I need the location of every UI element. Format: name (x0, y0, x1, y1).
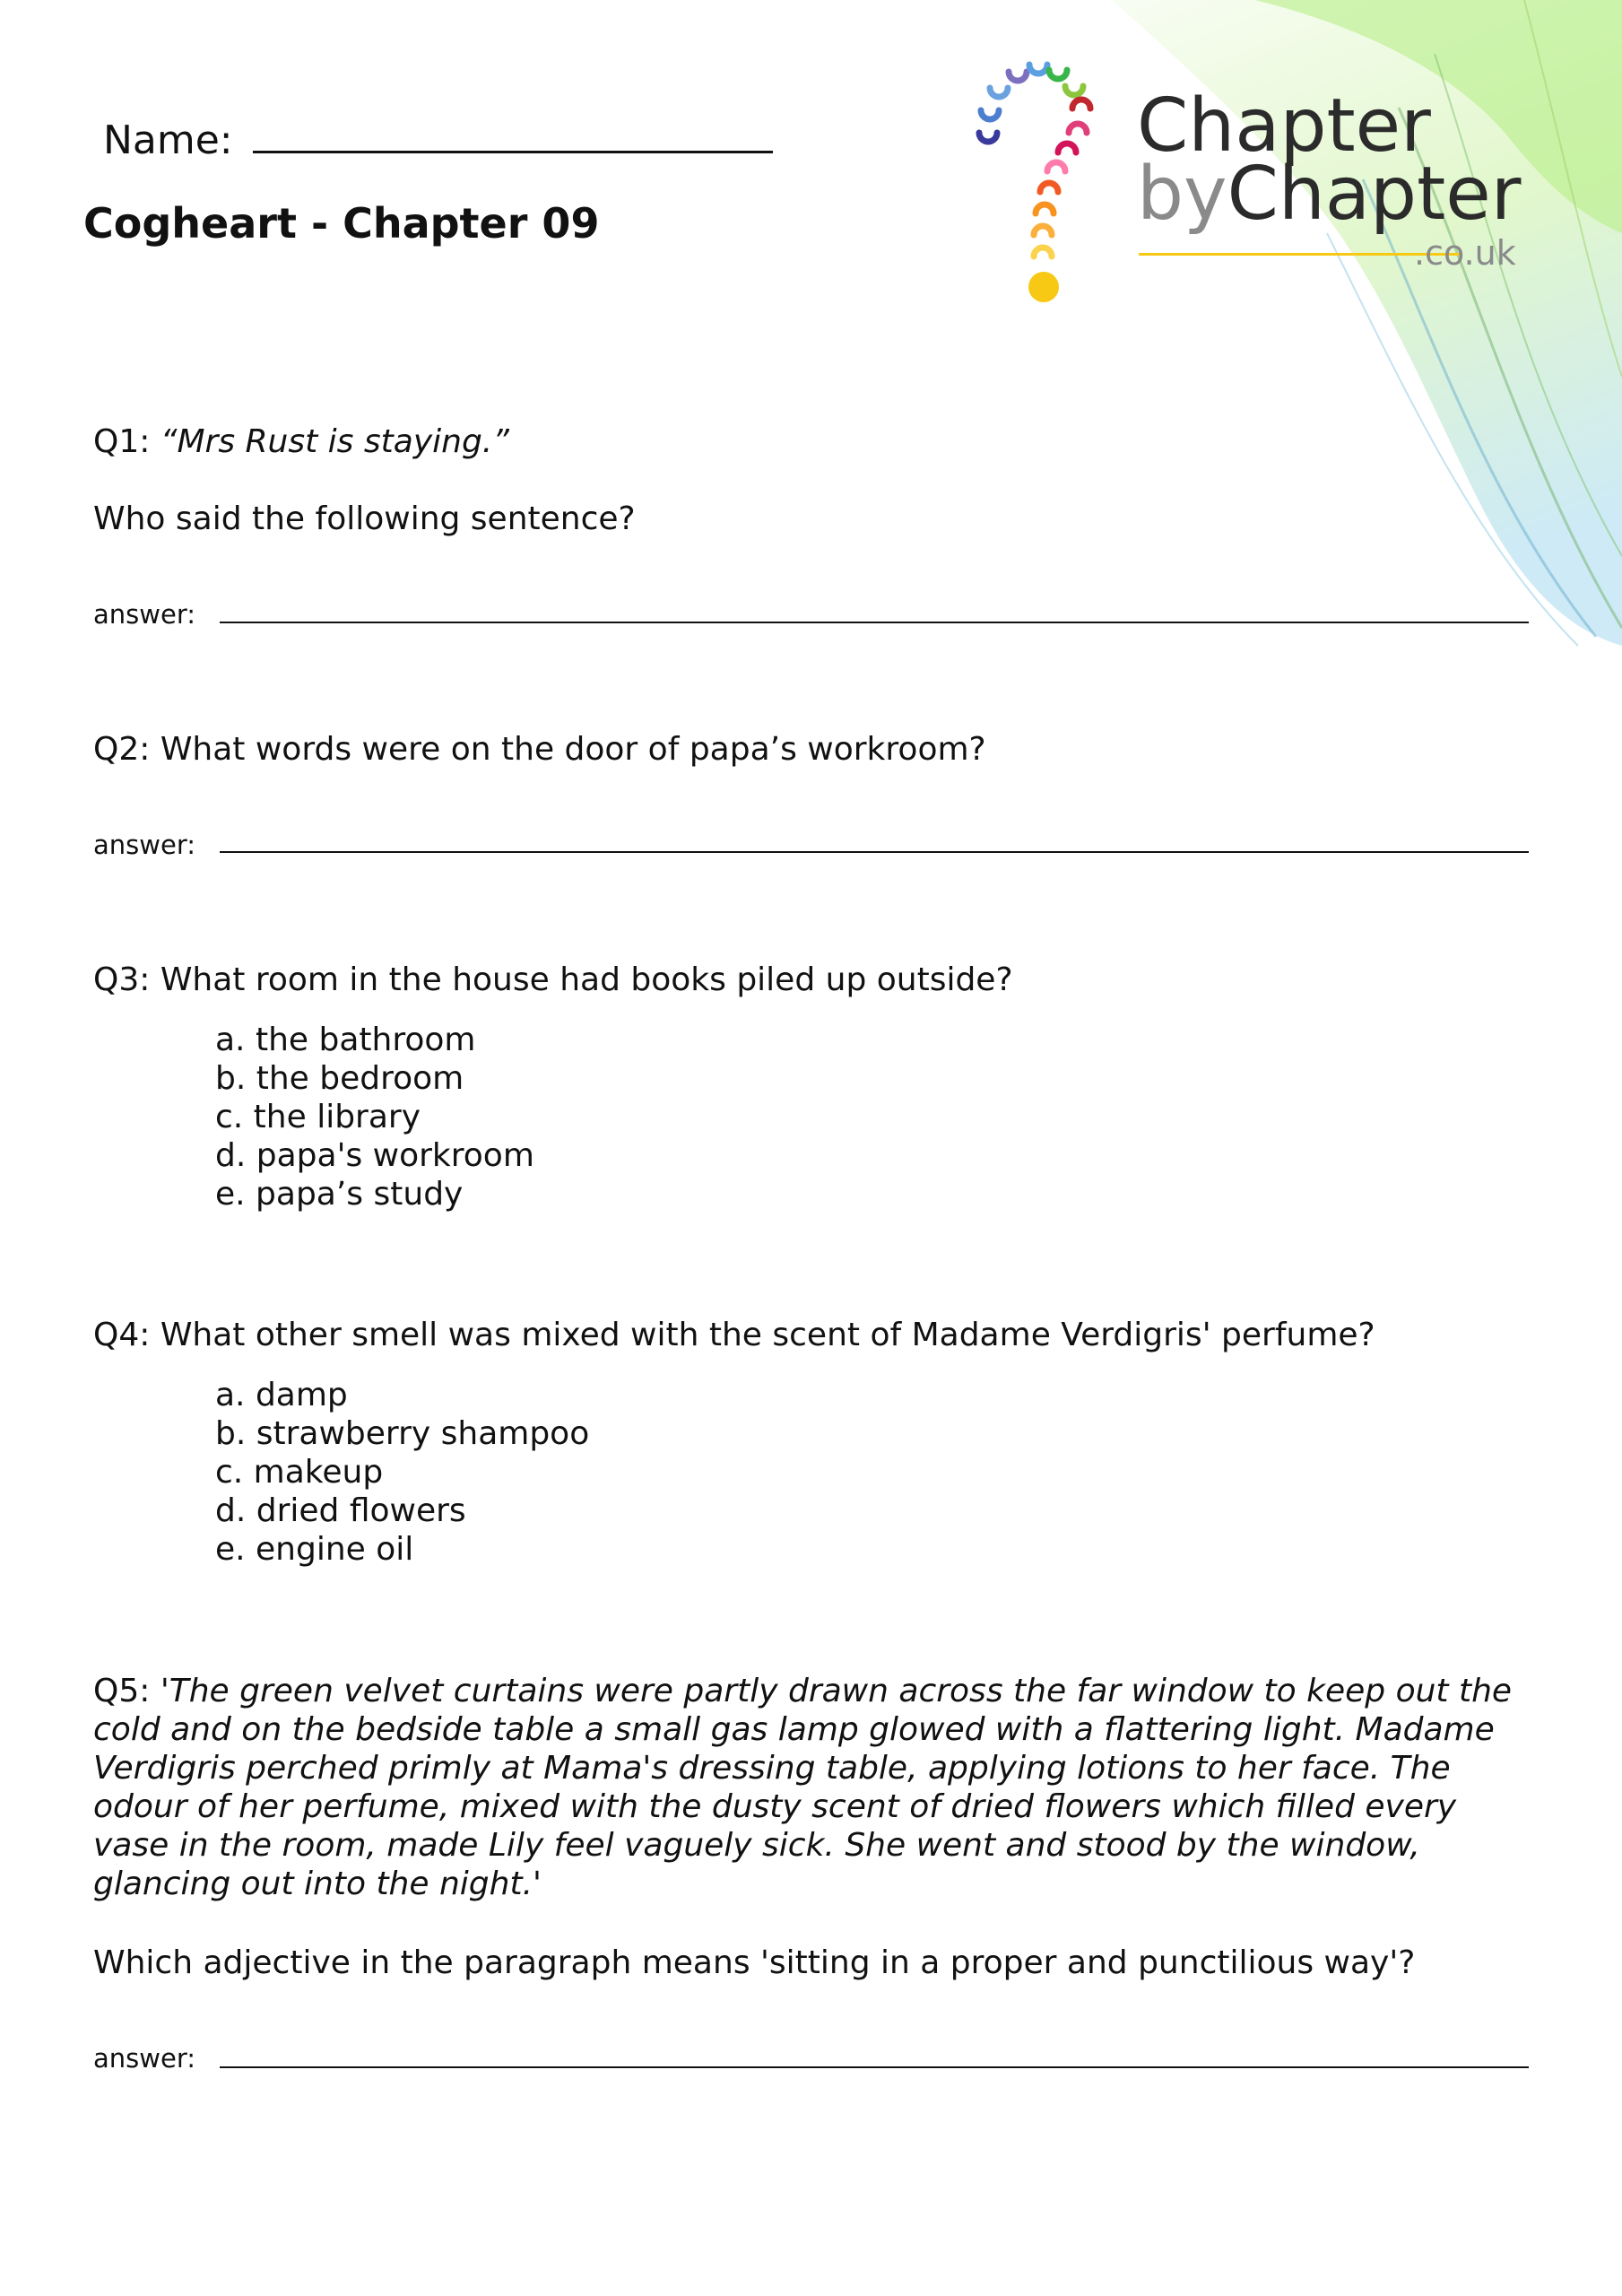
question-5-passage (93, 1672, 1546, 1903)
option-a[interactable]: a. the bathroom (215, 1022, 476, 1058)
name-field-row (103, 115, 773, 163)
option-b[interactable]: b. the bedroom (215, 1060, 464, 1097)
question-1-quote: “Mrs Rust is staying.” (160, 423, 509, 460)
question-5-text: Which adjective in the paragraph means 'sitting in a proper and punctilious way'? (93, 1944, 1416, 1981)
option-c[interactable]: c. makeup (215, 1454, 384, 1491)
worksheet-title: Cogheart - Chapter 09 (83, 199, 600, 248)
chapter-by-chapter-logo (968, 52, 1542, 312)
option-b[interactable]: b. strawberry shampoo (215, 1415, 590, 1452)
logo-text-chapter: Chapter (1137, 83, 1431, 169)
option-a[interactable]: a. damp (215, 1377, 348, 1413)
question-2-text: Q2: What words were on the door of papa’s workroom? (93, 731, 986, 768)
answer-label: answer: (93, 830, 196, 860)
logo-text-bychapter (1137, 152, 1522, 237)
question-4-text: Q4: What other smell was mixed with the scent of Madame Verdigris' perfume? (93, 1317, 1375, 1353)
passage-line-6: glancing out into the night.' (93, 1866, 542, 1902)
option-e[interactable]: e. papa’s study (215, 1176, 464, 1213)
question-1-text: Who said the following sentence? (93, 500, 636, 537)
answer-line-q1[interactable] (220, 622, 1529, 623)
option-d[interactable]: d. papa's workroom (215, 1137, 534, 1174)
answer-line-q2[interactable] (220, 851, 1529, 853)
question-5-prefix: Q5: (93, 1673, 151, 1709)
passage-line-5: vase in the room, made Lily feel vaguely sick. She went and stood by the window, (93, 1827, 1420, 1864)
logo-text-chapter-2: Chapter (1227, 152, 1522, 237)
question-3-options (215, 1021, 534, 1213)
name-label: Name: (103, 117, 233, 163)
question-4-options (215, 1376, 589, 1569)
option-e[interactable]: e. engine oil (215, 1531, 414, 1568)
answer-line-q5[interactable] (220, 2066, 1529, 2068)
question-1-prefix: Q1: (93, 423, 151, 460)
question-1 (93, 422, 509, 461)
option-d[interactable]: d. dried flowers (215, 1492, 466, 1529)
book-question-mark-icon (968, 52, 1112, 312)
logo-text-suffix: .co.uk (1414, 233, 1516, 273)
option-c[interactable]: c. the library (215, 1099, 421, 1135)
passage-line-4: odour of her perfume, mixed with the dusty scent of dried flowers which filled every (93, 1788, 1457, 1825)
answer-label: answer: (93, 2043, 196, 2074)
passage-line-2: cold and on the bedside table a small gas lamp glowed with a flattering light. Madame (93, 1711, 1495, 1748)
question-3-text: Q3: What room in the house had books piled up outside? (93, 961, 1013, 998)
passage-line-1 (93, 1672, 1546, 1710)
name-input-line[interactable] (253, 115, 773, 153)
logo-underline (1139, 253, 1462, 256)
answer-label: answer: (93, 599, 196, 630)
passage-line-1-text: 'The green velvet curtains were partly drawn across the far window to keep out the (160, 1673, 1513, 1709)
passage-line-3: Verdigris perched primly at Mama's dressing table, applying lotions to her face. The (93, 1750, 1451, 1787)
logo-text-by: by (1137, 152, 1227, 237)
